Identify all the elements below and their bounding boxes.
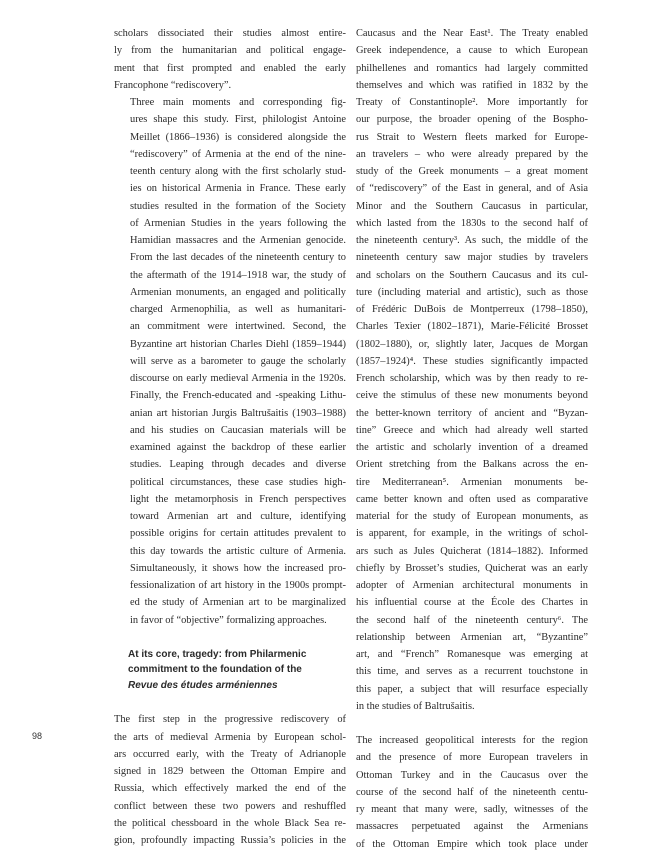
text-line: From the last decades of the nineteenth century to: [130, 252, 346, 264]
text-line: ry meant that many were, sadly, witnesses of the: [356, 804, 588, 815]
section-heading: [128, 647, 346, 694]
text-line: Byzantine art historian Charles Diehl (1859–1944): [130, 338, 346, 350]
text-line: toward Armenian art and culture, identifying: [130, 511, 346, 522]
text-line: The increased geopolitical interests for the region: [356, 735, 588, 746]
text-line: ars such as Jules Quicherat (1814–1882). Informed: [356, 545, 588, 557]
text-line: in favor of “objective” formalizing approaches.: [130, 614, 327, 626]
text-line: the political chessboard in the whole Black Sea re-: [114, 817, 346, 829]
text-line: ies on historical Armenia in France. These early: [130, 183, 346, 195]
left-column: [114, 25, 346, 849]
text-line: examined against the backdrop of these earlier: [130, 442, 346, 453]
text-line: Finally, the French-educated and -speaking Lithu-: [130, 390, 346, 402]
text-line: themselves and which was ratified in 1832 by the: [356, 79, 588, 91]
text-line: the artistic and scholarly invention of a dreamed: [356, 442, 588, 453]
text-line: our purpose, the broader opening of the Bospho-: [356, 114, 588, 126]
text-line: conflict between these two powers and reshuffled: [114, 800, 346, 812]
text-line: political circumstances, these case studies high-: [130, 476, 346, 488]
heading-line: At its core, tragedy: from Philarmenic: [128, 648, 307, 660]
text-line: ceive the stimulus of these new monuments beyond: [356, 390, 588, 402]
text-line: Russia, which effectively marked the end of the: [114, 783, 346, 795]
text-line: Minor and the Southern Caucasus in particular,: [356, 200, 588, 212]
text-line: ly from the humanitarian and political engage-: [114, 45, 346, 57]
text-line: Orient stretching from the Balkans across the en-: [356, 459, 588, 471]
text-line: his influential course at the École des Chartes in: [356, 597, 588, 609]
text-line: studies. Leaping through decades and diverse: [130, 459, 346, 471]
text-line: the better-known territory of ancient and “Byzan-: [356, 407, 588, 419]
text-line: studies resulted in the formation of the Society: [130, 200, 346, 212]
text-line: Meillet (1866–1936) is considered alongside the: [130, 131, 346, 143]
text-line: art, and “French” Romanesque was emerging at: [356, 649, 588, 660]
text-line: Simultaneously, it shows how the increased pro-: [130, 562, 346, 574]
text-line: rus Strait to Western fleets marked for Europe-: [356, 131, 588, 143]
text-line: this day towards the artistic culture of Armenia.: [130, 545, 346, 557]
text-line: massacres perpetuated against the Armenians: [356, 821, 588, 833]
text-line: ed the study of Armenian art to be marginalized: [130, 597, 346, 609]
text-line: possible origins for certain attitudes prevalent to: [130, 528, 346, 540]
text-line: will serve as a barometer to gauge the scholarly: [130, 355, 346, 367]
text-line: which lasted from the 1830s to the second half of: [356, 217, 588, 229]
text-line: came better known and often used as comparative: [356, 493, 588, 505]
text-line: course of the second half of the nineteenth centu-: [356, 786, 588, 798]
text-line: an travelers – who were already prepared by the: [356, 148, 588, 160]
text-line: ars occurred early, with the Treaty of Adrianople: [114, 748, 346, 760]
text-line: teenth century along with the first scholarly stud-: [130, 166, 346, 177]
right-column: [356, 25, 588, 853]
text-line: nineteenth century saw major studies by travelers: [356, 252, 588, 264]
text-line: the nineteenth century³. As such, the middle of the: [356, 235, 588, 246]
heading-line: commitment to the foundation of the: [128, 664, 302, 676]
text-line: Treaty of Constantinople². More importantly for: [356, 97, 588, 108]
page-number: 98: [32, 731, 43, 741]
text-line: signed in 1829 between the Ottoman Empire and: [114, 766, 346, 777]
text-line: adopter of Armenian architectural monuments in: [356, 580, 588, 591]
text-line: the second half of the nineteenth century⁶. The: [356, 614, 588, 626]
text-line: ture (including material and artistic), such as those: [356, 286, 588, 298]
text-line: discourse on early medieval Armenia in the 1920s.: [130, 373, 346, 384]
text-line: philhellenes and romantics had largely committed: [356, 62, 588, 74]
text-line: Greek independence, a cause to which European: [356, 45, 588, 57]
text-line: tine” Greece and which had already well started: [356, 424, 588, 436]
paragraph: [114, 25, 346, 94]
text-line: and scholars on the Southern Caucasus and its cul-: [356, 269, 588, 281]
text-line: charged Armenophilia, as well as humanitari-: [130, 304, 346, 315]
text-line: this paper, a subject that will resurface especially: [356, 683, 588, 695]
text-line: this time, and serves as a recurrent touchstone in: [356, 666, 588, 678]
text-line: (1802–1880), or, slightly later, Jacques de Morgan: [356, 338, 588, 350]
text-line: gion, profoundly impacting Russia’s policies in the: [114, 835, 346, 846]
text-line: Caucasus and the Near East¹. The Treaty enabled: [356, 28, 588, 39]
text-line: scholars dissociated their studies almost entire-: [114, 28, 346, 39]
text-line: (1857–1924)⁴. These studies significantly impacted: [356, 355, 588, 367]
text-line: “rediscovery” of Armenia at the end of the nine-: [130, 148, 346, 160]
text-line: tire Mediterranean⁵. Armenian monuments be-: [356, 476, 588, 488]
paragraph: [114, 711, 346, 849]
paragraph: [114, 94, 346, 629]
text-line: light the metamorphosis in French perspectives: [130, 493, 346, 505]
text-line: of the Ottoman Empire which took place under: [356, 838, 588, 850]
text-line: fessionalization of art history in the 1900s prompt-: [130, 580, 346, 591]
paragraph: [356, 732, 588, 853]
text-line: ment that first prompted and enabled the early: [114, 62, 346, 74]
text-line: material for the study of European monuments, as: [356, 511, 588, 522]
text-line: chiefly by Brosset’s studies, Quicherat was an early: [356, 562, 588, 574]
text-line: anian art historian Jurgis Baltrušaitis (1903–1988): [130, 407, 346, 419]
text-line: and the presence of more European travelers in: [356, 752, 588, 764]
text-line: The first step in the progressive rediscovery of: [114, 714, 346, 726]
text-line: ures shape this study. First, philologist Antoine: [130, 114, 346, 126]
text-line: the aftermath of the 1914–1918 war, the study of: [130, 269, 346, 281]
text-line: and his studies on Caucasian materials will be: [130, 424, 346, 436]
text-line: relationship between Armenian art, “Byzantine”: [356, 631, 588, 643]
text-line: Three main moments and corresponding fig-: [130, 97, 346, 108]
text-line: is apparent, for example, in the writings of schol-: [356, 528, 588, 540]
text-line: an commitment were intertwined. Second, the: [130, 321, 346, 333]
paragraph: [356, 25, 588, 715]
heading-line: Revue des études arméniennes: [128, 679, 278, 691]
paragraph-gap: [356, 715, 588, 732]
text-line: Charles Texier (1802–1871), Marie-Félicité Brosset: [356, 321, 588, 333]
text-line: study of the Greek monuments – a great moment: [356, 166, 588, 177]
text-line: of Armenian Studies in the years following the: [130, 217, 346, 229]
text-line: French scholarship, which was by then ready to re-: [356, 373, 588, 384]
text-line: Armenian monuments, an engaged and politically: [130, 286, 346, 298]
text-line: the arts of medieval Armenia by European schol-: [114, 731, 346, 743]
text-line: Ottoman Turkey and in the Caucasus over the: [356, 769, 588, 781]
text-line: Hamidian massacres and the Armenian genocide.: [130, 235, 346, 246]
text-line: in the studies of Baltrušaitis.: [356, 700, 475, 712]
text-line: Francophone “rediscovery”.: [114, 79, 232, 91]
text-line: of “rediscovery” of the East in general, and of Asia: [356, 183, 588, 195]
text-line: of Frédéric DuBois de Montperreux (1798–1850),: [356, 304, 588, 315]
